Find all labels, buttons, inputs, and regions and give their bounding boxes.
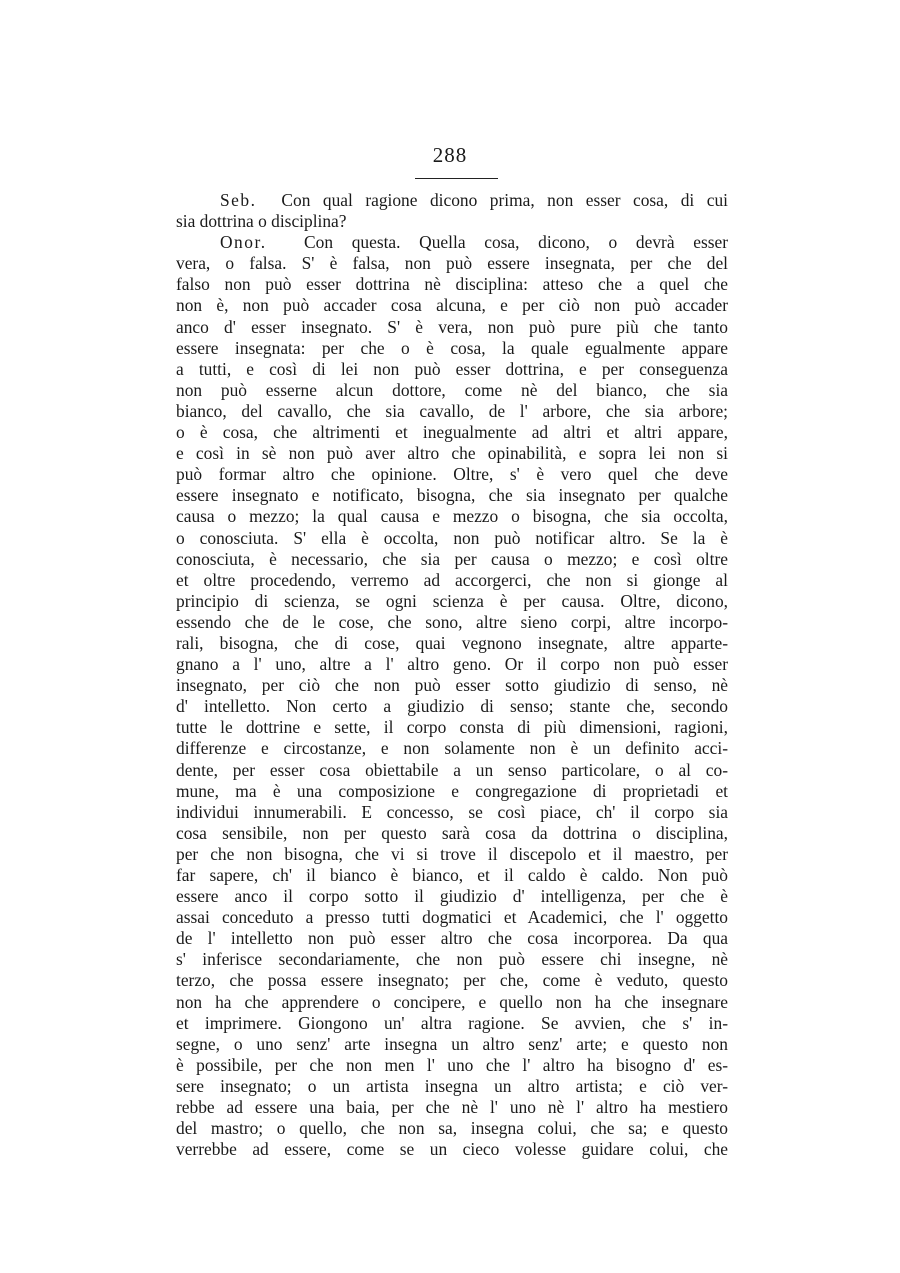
text-line: a tutti, e così di lei non può esser dottrina, e per conseguenza — [176, 358, 728, 379]
line-text: Con qual ragione dicono prima, non esser cosa, di cui — [281, 190, 728, 210]
text-line: individui innumerabili. E concesso, se così piace, ch' il corpo sia — [176, 801, 728, 822]
text-line: vera, o falsa. S' è falsa, non può essere insegnata, per che del — [176, 253, 728, 274]
line-text: Con questa. Quella cosa, dicono, o devrà esser — [304, 232, 728, 253]
text-line: verrebbe ad essere, come se un cieco volesse guidare colui, che — [176, 1139, 728, 1160]
header-rule — [415, 178, 498, 179]
text-line: del mastro; o quello, che non sa, insegna colui, che sa; e questo — [176, 1118, 728, 1139]
text-line: può formar altro che opinione. Oltre, s' è vero quel che deve — [176, 464, 728, 485]
text-line: non può esserne alcun dottore, come nè del bianco, che sia — [176, 379, 728, 400]
text-line: mune, ma è una composizione e congregazione di proprietadi et — [176, 780, 728, 801]
text-line: essere anco il corpo sotto il giudizio d' intelligenza, per che è — [176, 886, 728, 907]
text-line: dente, per esser cosa obiettabile a un senso particolare, o al co- — [176, 759, 728, 780]
text-line: non ha che apprendere o concipere, e quello non ha che insegnare — [176, 991, 728, 1012]
text-line: causa o mezzo; la qual causa e mezzo o bisogna, che sia occolta, — [176, 506, 728, 527]
text-line: s' inferisce secondariamente, che non può essere chi insegne, nè — [176, 949, 728, 970]
dialogue-text — [176, 190, 728, 1160]
text-line: insegnato, per ciò che non può esser sotto giudizio di senso, nè — [176, 675, 728, 696]
paragraph-first-line — [176, 232, 728, 253]
speaker-name: Seb. — [220, 190, 257, 210]
text-line: differenze e circostanze, e non solamente non è un definito acci- — [176, 738, 728, 759]
paragraph-first-line — [176, 190, 728, 211]
text-line: o è cosa, che altrimenti et inegualmente ad altri et altri appare, — [176, 422, 728, 443]
text-line: principio di scienza, se ogni scienza è per causa. Oltre, dicono, — [176, 590, 728, 611]
text-line: è possibile, per che non men l' uno che l' altro ha bisogno d' es- — [176, 1054, 728, 1075]
text-line: sere insegnato; o un artista insegna un altro artista; e ciò ver- — [176, 1075, 728, 1096]
text-line: essendo che de le cose, che sono, altre sieno corpi, altre incorpo- — [176, 611, 728, 632]
text-line: cosa sensibile, non per questo sarà cosa da dottrina o disciplina, — [176, 822, 728, 843]
text-line: sia dottrina o disciplina? — [176, 211, 347, 232]
speaker-name: Onor. — [220, 232, 267, 253]
text-line: terzo, che possa essere insegnato; per che, come è veduto, questo — [176, 970, 728, 991]
text-line: anco d' esser insegnato. S' è vera, non può pure più che tanto — [176, 316, 728, 337]
text-line: tutte le dottrine e sette, il corpo consta di più dimensioni, ragioni, — [176, 717, 728, 738]
text-line: segne, o uno senz' arte insegna un altro senz' arte; e questo non — [176, 1033, 728, 1054]
text-line: conosciuta, è necessario, che sia per causa o mezzo; e così oltre — [176, 548, 728, 569]
text-line: bianco, del cavallo, che sia cavallo, de l' arbore, che sia arbore; — [176, 400, 728, 421]
text-line: d' intelletto. Non certo a giudizio di senso; stante che, secondo — [176, 696, 728, 717]
text-line: rebbe ad essere una baia, per che nè l' uno nè l' altro ha mestiero — [176, 1097, 728, 1118]
text-line: essere insegnata: per che o è cosa, la quale egualmente appare — [176, 337, 728, 358]
text-line: per che non bisogna, che vi si trove il discepolo et il maestro, per — [176, 843, 728, 864]
text-line: non è, non può accader cosa alcuna, e per ciò non può accader — [176, 295, 728, 316]
text-line: essere insegnato e notificato, bisogna, che sia insegnato per qualche — [176, 485, 728, 506]
text-line: falso non può esser dottrina nè disciplina: atteso che a quel che — [176, 274, 728, 295]
text-line: gnano a l' uno, altre a l' altro geno. Or il corpo non può esser — [176, 654, 728, 675]
text-line: far sapere, ch' il bianco è bianco, et il caldo è caldo. Non può — [176, 865, 728, 885]
text-line: de l' intelletto non può esser altro che cosa incorporea. Da qua — [176, 928, 728, 949]
text-line: assai conceduto a presso tutti dogmatici et Academici, che l' oggetto — [176, 907, 728, 928]
page-number: 288 — [432, 143, 468, 167]
text-line: rali, bisogna, che di cose, quai vegnono insegnate, altre apparte- — [176, 632, 728, 653]
text-line: et oltre procedendo, verremo ad accorgerci, che non si gionge al — [176, 569, 728, 590]
text-line: e così in sè non può aver altro che opinabilità, e sopra lei non si — [176, 443, 728, 464]
text-line: o conosciuta. S' ella è occolta, non può notificar altro. Se la è — [176, 527, 728, 548]
text-line: et imprimere. Giongono un' altra ragione. Se avvien, che s' in- — [176, 1012, 728, 1033]
